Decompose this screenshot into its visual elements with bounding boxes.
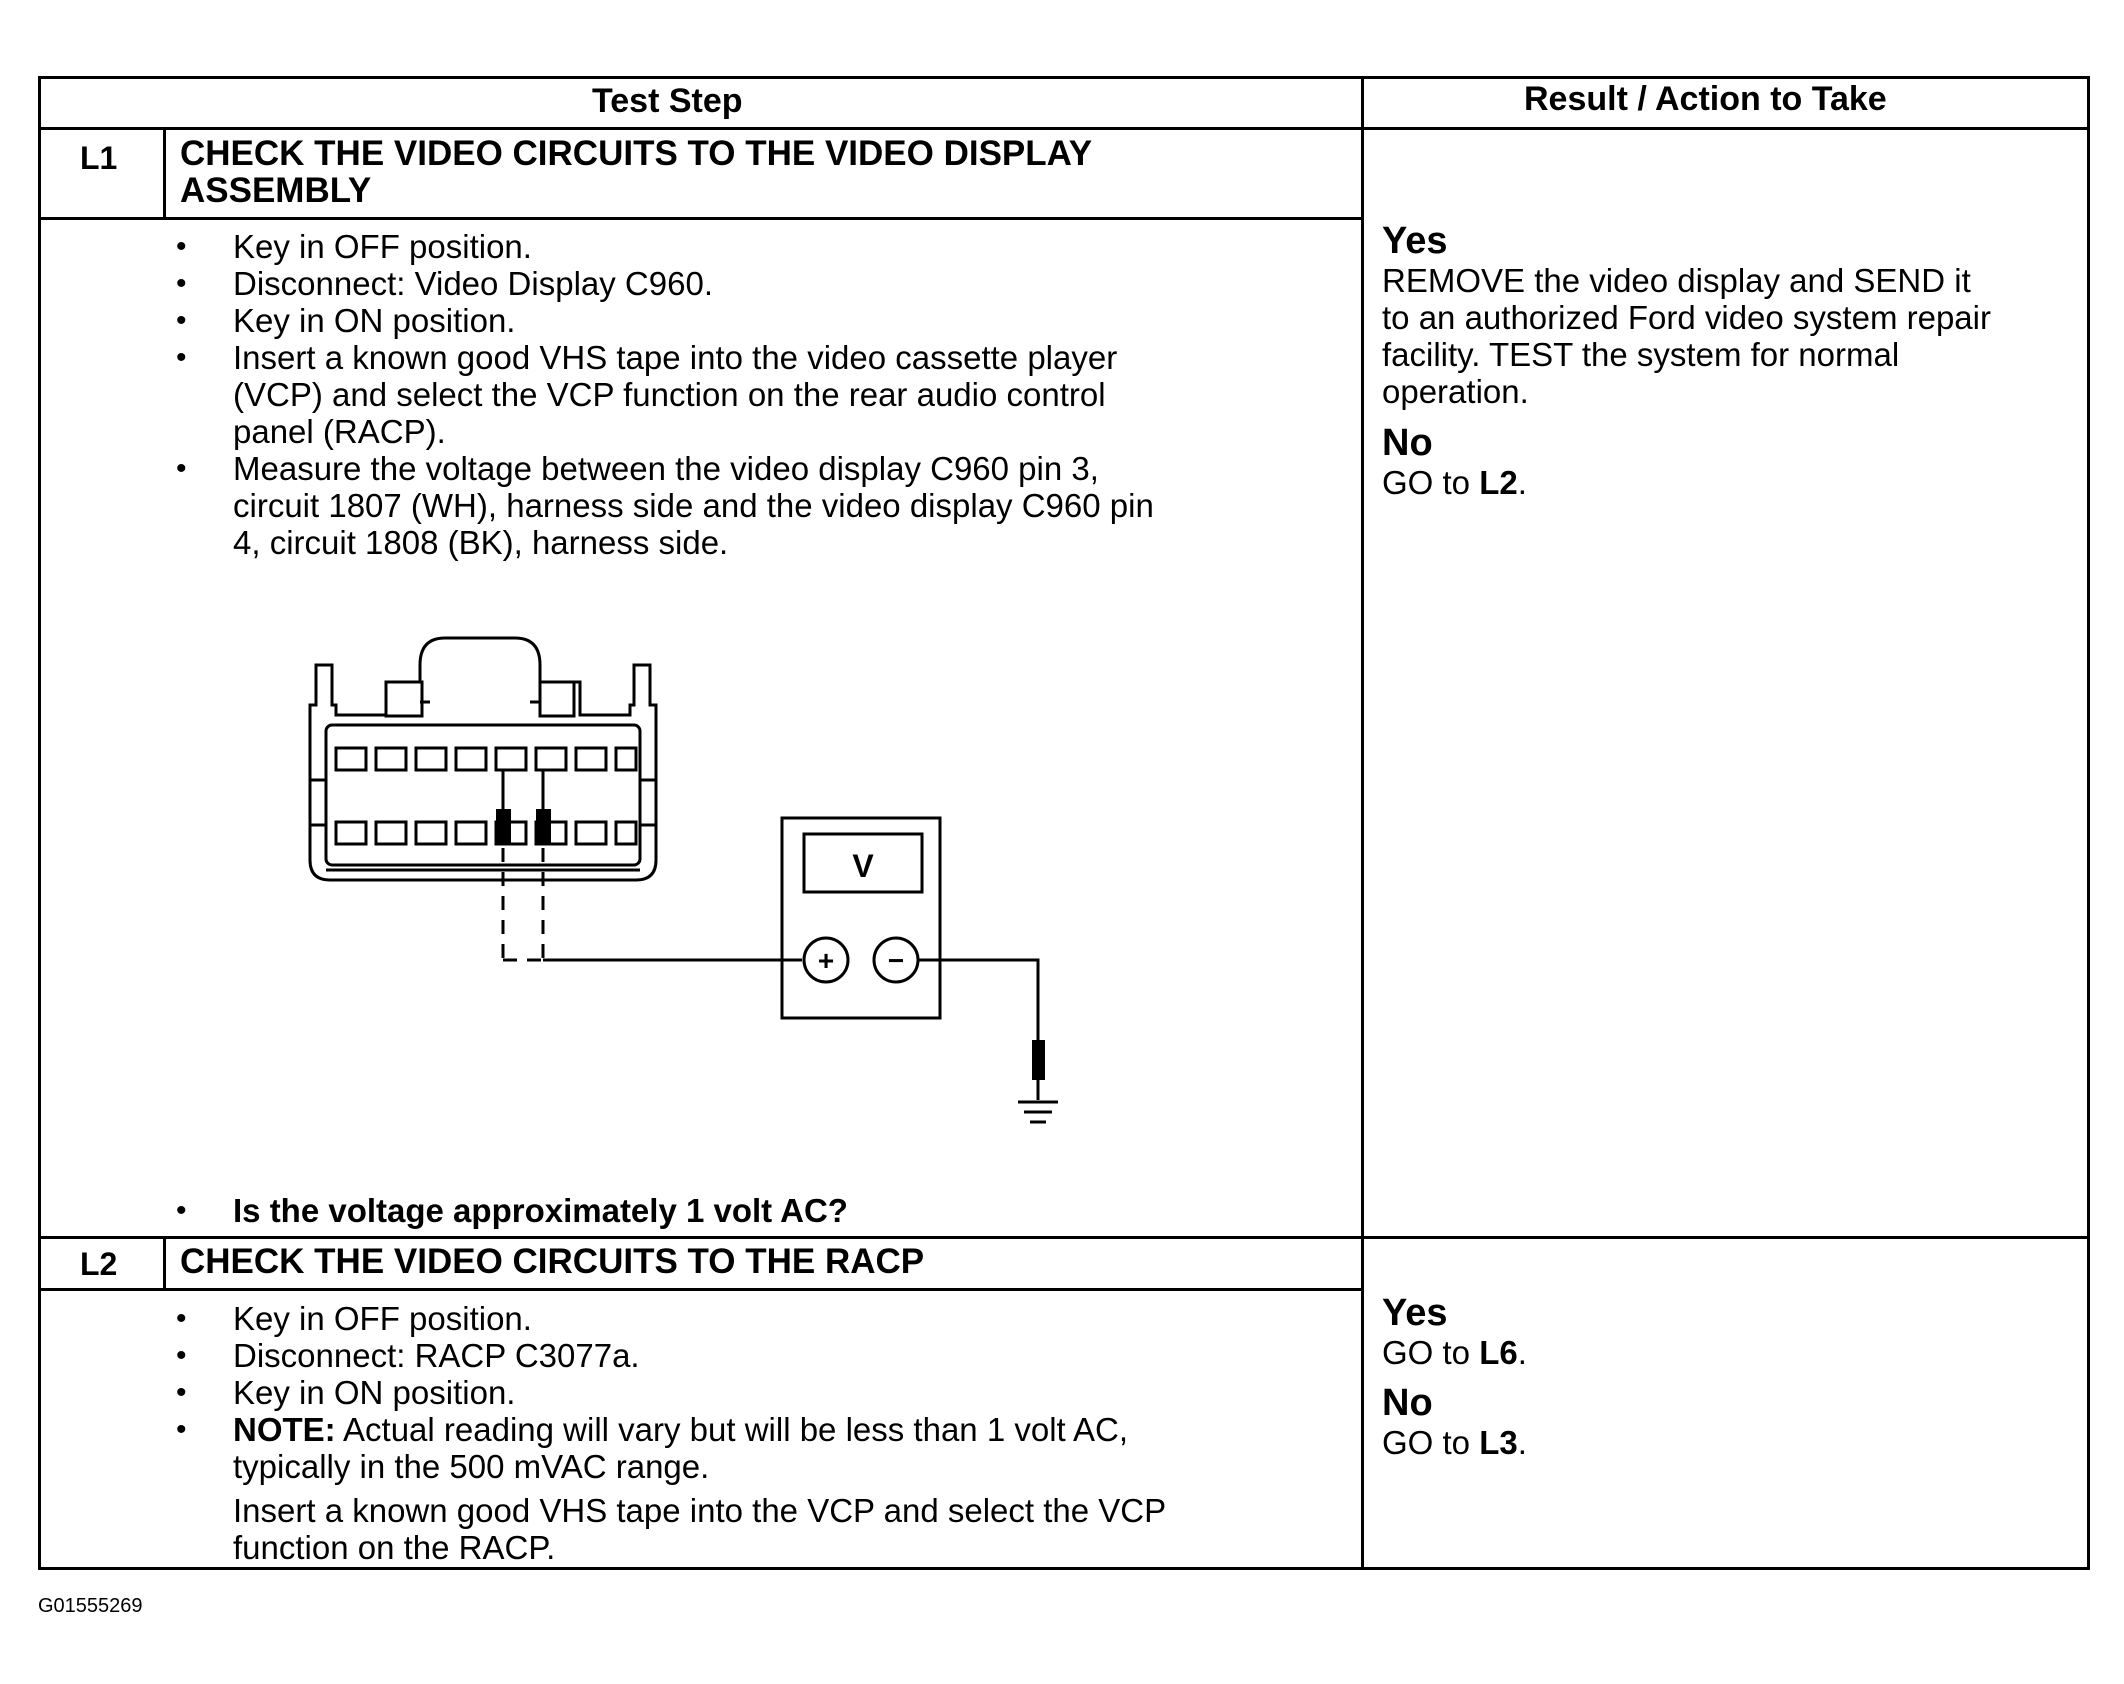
l2-result-yes-text — [1382, 1334, 1527, 1371]
voltmeter-symbol: V — [852, 848, 874, 884]
header-test-step: Test Step — [592, 82, 743, 120]
probe-pin-4 — [537, 770, 550, 842]
l1-l2-rule — [38, 1236, 2090, 1239]
l2-note-label: NOTE: — [233, 1411, 336, 1448]
ground-probe — [1032, 1040, 1045, 1080]
l2-note-line-3: Insert a known good VHS tape into the VCP and select the VCP — [233, 1492, 1167, 1529]
l1-result-no-suffix: . — [1517, 464, 1527, 501]
l1-bullet-4-line-2: (VCP) and select the VCP function on the rear audio control — [233, 376, 1106, 413]
step-id-divider-l2 — [163, 1236, 166, 1290]
bullet-dot: • — [176, 267, 187, 300]
l1-result-yes-line-3: facility. TEST the system for normal — [1382, 336, 1900, 373]
l1-bullet-1: Key in OFF position. — [233, 228, 532, 265]
l1-result-yes-label: Yes — [1382, 220, 1448, 262]
header-rule — [38, 127, 2090, 130]
l2-bullet-3: Key in ON position. — [233, 1374, 516, 1411]
step-title-l1 — [180, 135, 1092, 209]
l1-result-yes-text — [1382, 262, 1991, 410]
l1-result-no-text — [1382, 464, 1527, 501]
l2-note-line-2: typically in the 500 mVAC range. — [233, 1448, 710, 1485]
step-title-l2: CHECK THE VIDEO CIRCUITS TO THE RACP — [180, 1242, 925, 1281]
bullet-dot: • — [176, 1413, 187, 1446]
bullet-dot: • — [176, 341, 187, 374]
step-id-l2: L2 — [80, 1246, 118, 1282]
measurement-diagram — [290, 620, 1080, 1140]
l2-note-line-4: function on the RACP. — [233, 1529, 556, 1566]
l2-result-yes-target: L6 — [1479, 1334, 1518, 1371]
l1-result-yes-line-2: to an authorized Ford video system repair — [1382, 299, 1991, 336]
l2-result-no-target: L3 — [1479, 1424, 1518, 1461]
l1-bullet-3: Key in ON position. — [233, 302, 516, 339]
l2-note-text-1: Actual reading will vary but will be less than 1 volt AC, — [335, 1411, 1129, 1448]
l2-bullet-1: Key in OFF position. — [233, 1300, 532, 1337]
l1-bullet-2: Disconnect: Video Display C960. — [233, 265, 713, 302]
l1-result-yes-line-1: REMOVE the video display and SEND it — [1382, 262, 1971, 299]
l2-result-yes-prefix: GO to — [1382, 1334, 1480, 1371]
figure-code: G01555269 — [38, 1595, 143, 1617]
l1-bullet-4-line-1: Insert a known good VHS tape into the video cassette player — [233, 339, 1118, 376]
bullet-dot: • — [176, 1194, 187, 1227]
l2-result-no-suffix: . — [1517, 1424, 1527, 1461]
bullet-dot: • — [176, 1302, 187, 1335]
l2-result-yes-label: Yes — [1382, 1292, 1448, 1334]
step-id-l1: L1 — [80, 140, 118, 176]
l1-bullet-5-line-2: circuit 1807 (WH), harness side and the video display C960 pin — [233, 487, 1154, 524]
column-divider — [1361, 76, 1364, 1570]
l2-note-line-1 — [233, 1411, 1166, 1448]
l2-title-rule — [38, 1288, 1363, 1291]
l2-result-no-label: No — [1382, 1382, 1433, 1424]
l1-bullet-5-line-1: Measure the voltage between the video display C960 pin 3, — [233, 450, 1099, 487]
l1-result-no-target: L2 — [1479, 464, 1518, 501]
minus-symbol: − — [887, 945, 905, 976]
l1-result-no-prefix: GO to — [1382, 464, 1480, 501]
plus-symbol: + — [817, 945, 835, 976]
l1-result-no-label: No — [1382, 422, 1433, 464]
bullet-dot: • — [176, 1339, 187, 1372]
l1-bullet-5 — [233, 450, 1154, 561]
l1-question: Is the voltage approximately 1 volt AC? — [233, 1192, 848, 1229]
l2-result-no-prefix: GO to — [1382, 1424, 1480, 1461]
ground-icon — [1018, 1102, 1058, 1122]
probe-pin-3 — [497, 770, 510, 842]
l2-result-yes-suffix: . — [1517, 1334, 1527, 1371]
l1-bullet-5-line-3: 4, circuit 1808 (BK), harness side. — [233, 524, 729, 561]
l1-bullet-4-line-3: panel (RACP). — [233, 413, 446, 450]
step-title-l1-line-1: CHECK THE VIDEO CIRCUITS TO THE VIDEO DISPLAY — [180, 134, 1093, 173]
l2-bullet-2: Disconnect: RACP C3077a. — [233, 1337, 640, 1374]
bullet-dot: • — [176, 304, 187, 337]
bullet-dot: • — [176, 1376, 187, 1409]
l2-result-no-text — [1382, 1424, 1527, 1461]
l1-title-rule — [38, 217, 1363, 220]
bullet-dot: • — [176, 230, 187, 263]
l2-note — [233, 1411, 1166, 1566]
step-id-divider-l1 — [163, 127, 166, 219]
step-title-l1-line-2: ASSEMBLY — [180, 171, 372, 210]
l1-bullet-4 — [233, 339, 1117, 450]
l1-result-yes-line-4: operation. — [1382, 373, 1529, 410]
bullet-dot: • — [176, 452, 187, 485]
header-result-action: Result / Action to Take — [1524, 80, 1887, 118]
